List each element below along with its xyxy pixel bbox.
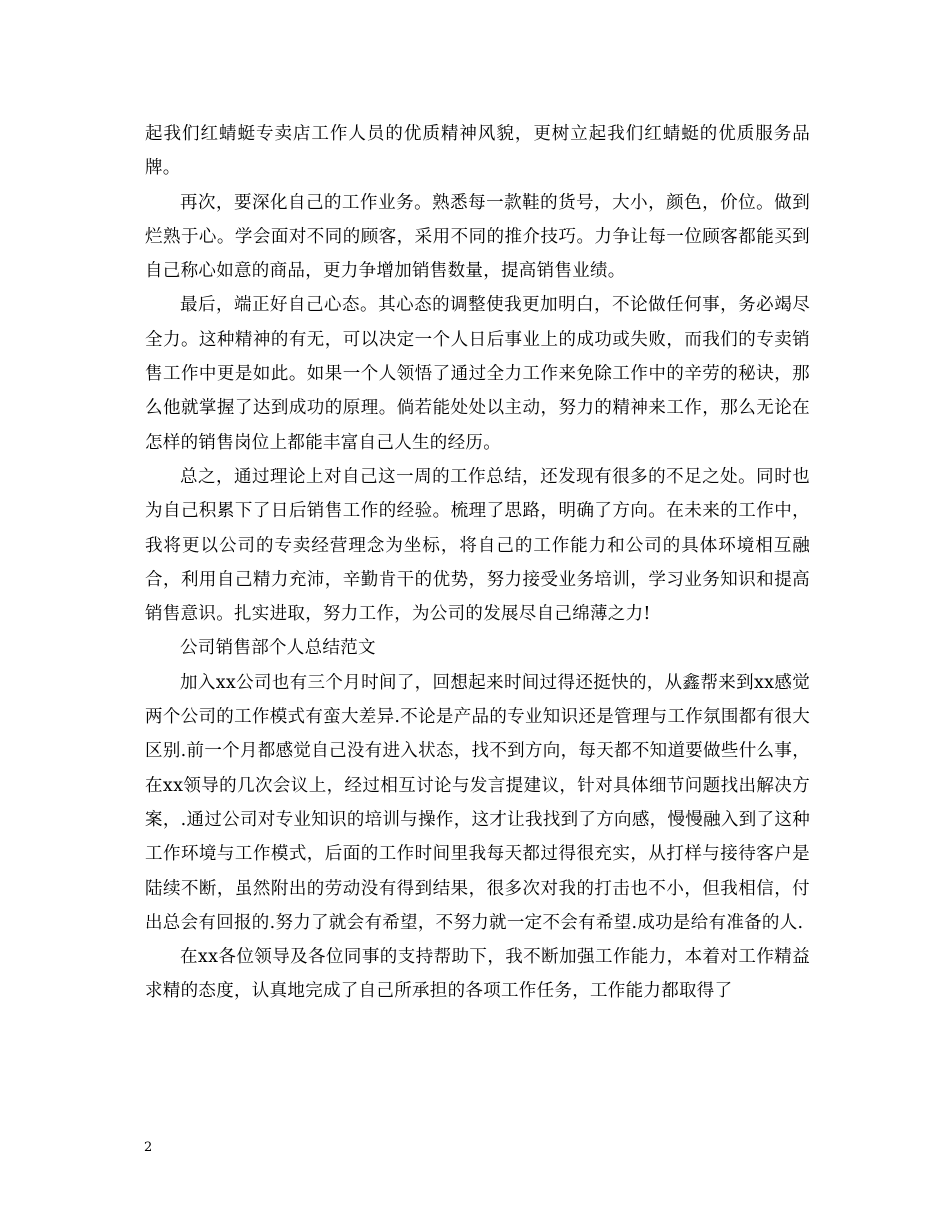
paragraph-6: 在xx各位领导及各位同事的支持帮助下，我不断加强工作能力，本着对工作精益求精的态度，认真地完成了自己所承担的各项工作任务，工作能力都取得了 [145, 947, 810, 1002]
paragraph-2: 再次，要深化自己的工作业务。熟悉每一款鞋的货号，大小，颜色，价位。做到烂熟于心。学会面对不同的顾客，采用不同的推介技巧。力争让每一位顾客都能买到自己称心如意的商品，更力争增加销售数量，提高销售业绩。 [145, 192, 810, 282]
document-body [145, 117, 810, 1009]
section-heading: 公司销售部个人总结范文 [180, 638, 376, 659]
page-number: 2 [144, 1140, 153, 1155]
paragraph-1: 起我们红蜻蜓专卖店工作人员的优质精神风貌，更树立起我们红蜻蜓的优质服务品牌。 [145, 124, 810, 179]
paragraph-4: 总之，通过理论上对自己这一周的工作总结，还发现有很多的不足之处。同时也为自己积累下了日后销售工作的经验。梳理了思路，明确了方向。在未来的工作中，我将更以公司的专卖经营理念为坐标，将自己的工作能力和公司的具体环境相互融合，利用自己精力充沛，辛勤肯干的优势，努力接受业务培训，学习业务知识和提高销售意识。扎实进取，努力工作，为公司的发展尽自己绵薄之力! [145, 466, 810, 625]
paragraph-3: 最后，端正好自己心态。其心态的调整使我更加明白，不论做任何事，务必竭尽全力。这种精神的有无，可以决定一个人日后事业上的成功或失败，而我们的专卖销售工作中更是如此。如果一个人领悟了通过全力工作来免除工作中的辛劳的秘诀，那么他就掌握了达到成功的原理。倘若能处处以主动，努力的精神来工作，那么无论在怎样的销售岗位上都能丰富自己人生的经历。 [145, 295, 810, 453]
paragraph-5: 加入xx公司也有三个月时间了，回想起来时间过得还挺快的，从鑫帮来到xx感觉两个公司的工作模式有蛮大差异.不论是产品的专业知识还是管理与工作氛围都有很大区别.前一个月都感觉自己没有进入状态，找不到方向，每天都不知道要做些什么事，在xx领导的几次会议上，经过相互讨论与发言提建议，针对具体细节问题找出解决方案，.通过公司对专业知识的培训与操作，这才让我找到了方向感，慢慢融入到了这种工作环境与工作模式，后面的工作时间里我每天都过得很充实，从打样与接待客户是陆续不断，虽然附出的劳动没有得到结果，很多次对我的打击也不小，但我相信，付出总会有回报的.努力了就会有希望，不努力就一定不会有希望.成功是给有准备的人. [145, 672, 810, 933]
